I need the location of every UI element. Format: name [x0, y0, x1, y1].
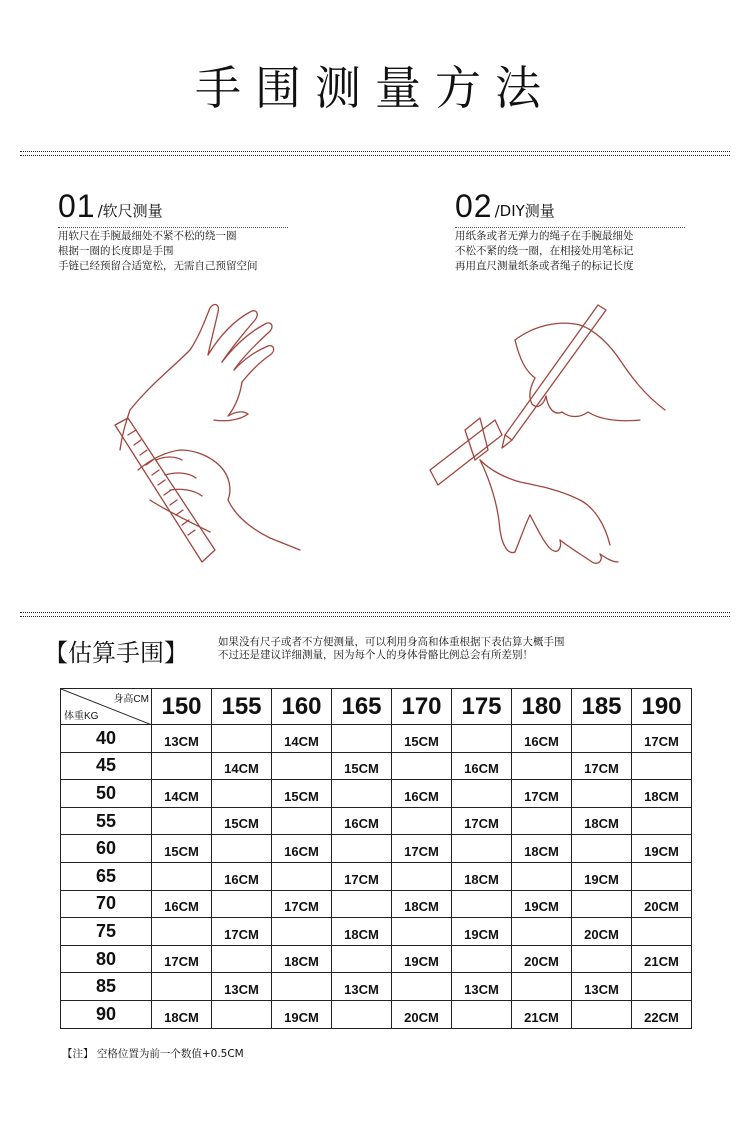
weight-cell: 80: [61, 945, 152, 973]
method-2-line: 用纸条或者无弹力的绳子在手腕最细处: [455, 230, 634, 242]
weight-cell: 50: [61, 780, 152, 808]
size-cell: 21CM: [632, 945, 692, 973]
table-corner-cell: [61, 689, 152, 725]
underline: [58, 227, 288, 228]
size-cell: [212, 890, 272, 918]
size-cell: 19CM: [572, 862, 632, 890]
size-cell: 21CM: [512, 1000, 572, 1028]
size-cell: 20CM: [572, 918, 632, 946]
method-2-line: 不松不紧的绕一圈，在相接处用笔标记: [455, 245, 634, 257]
size-cell: [512, 918, 572, 946]
size-cell: 16CM: [452, 752, 512, 780]
size-cell: [452, 780, 512, 808]
divider: [20, 612, 730, 617]
size-cell: [452, 890, 512, 918]
size-cell: 22CM: [632, 1000, 692, 1028]
weight-cell: 75: [61, 918, 152, 946]
size-cell: 13CM: [452, 973, 512, 1001]
size-cell: [212, 945, 272, 973]
method-1-line: 用软尺在手腕最细处不紧不松的绕一圈: [58, 230, 237, 242]
weight-cell: 60: [61, 835, 152, 863]
size-cell: 18CM: [152, 1000, 212, 1028]
size-cell: 14CM: [272, 725, 332, 753]
size-cell: [272, 918, 332, 946]
tape-measure-illustration: [110, 300, 310, 580]
weight-cell: 70: [61, 890, 152, 918]
size-cell: [632, 807, 692, 835]
size-cell: [152, 973, 212, 1001]
table-row: [61, 918, 692, 946]
method-1-number: 01: [58, 188, 96, 224]
size-cell: [572, 725, 632, 753]
height-header-cell: 180: [512, 689, 572, 725]
height-header-cell: 160: [272, 689, 332, 725]
size-cell: [452, 1000, 512, 1028]
method-1-label: /软尺测量: [97, 202, 163, 220]
size-cell: 17CM: [572, 752, 632, 780]
size-cell: 15CM: [152, 835, 212, 863]
size-cell: 18CM: [332, 918, 392, 946]
size-cell: [392, 918, 452, 946]
size-cell: 18CM: [392, 890, 452, 918]
size-cell: [512, 807, 572, 835]
estimate-note-line: 如果没有尺子或者不方便测量，可以利用身高和体重根据下表估算大概手围: [218, 636, 565, 648]
size-cell: [332, 835, 392, 863]
size-cell: [632, 918, 692, 946]
method-2-label: /DIY测量: [494, 202, 555, 220]
size-cell: 13CM: [212, 973, 272, 1001]
size-cell: 17CM: [452, 807, 512, 835]
size-cell: [632, 973, 692, 1001]
size-cell: [392, 807, 452, 835]
size-cell: [212, 780, 272, 808]
size-cell: 16CM: [152, 890, 212, 918]
size-cell: [392, 973, 452, 1001]
size-cell: [572, 835, 632, 863]
size-cell: [332, 945, 392, 973]
height-axis-label: 身高CM: [113, 694, 149, 705]
size-cell: 15CM: [272, 780, 332, 808]
size-cell: [512, 752, 572, 780]
size-cell: 19CM: [392, 945, 452, 973]
weight-cell: 40: [61, 725, 152, 753]
size-cell: 15CM: [212, 807, 272, 835]
size-cell: [512, 862, 572, 890]
size-cell: [572, 890, 632, 918]
table-row: [61, 890, 692, 918]
weight-cell: 65: [61, 862, 152, 890]
size-cell: 16CM: [392, 780, 452, 808]
size-cell: 19CM: [632, 835, 692, 863]
size-cell: 17CM: [632, 725, 692, 753]
table-row: [61, 807, 692, 835]
size-cell: [152, 918, 212, 946]
size-cell: 19CM: [512, 890, 572, 918]
size-cell: [272, 807, 332, 835]
page-title: 手围测量方法: [195, 61, 555, 115]
size-cell: 18CM: [512, 835, 572, 863]
size-cell: [632, 862, 692, 890]
size-cell: [152, 807, 212, 835]
size-cell: 14CM: [212, 752, 272, 780]
size-cell: 20CM: [512, 945, 572, 973]
size-cell: 17CM: [272, 890, 332, 918]
size-cell: [332, 1000, 392, 1028]
size-cell: 15CM: [392, 725, 452, 753]
size-cell: 15CM: [332, 752, 392, 780]
size-cell: 17CM: [212, 918, 272, 946]
weight-axis-label: 体重KG: [64, 711, 99, 722]
weight-cell: 85: [61, 973, 152, 1001]
height-header-cell: 155: [212, 689, 272, 725]
height-header-cell: 185: [572, 689, 632, 725]
size-cell: [512, 973, 572, 1001]
size-cell: [332, 890, 392, 918]
method-1-line: 根据一圈的长度即是手围: [58, 245, 174, 257]
size-cell: 20CM: [632, 890, 692, 918]
underline: [455, 227, 685, 228]
size-cell: 17CM: [392, 835, 452, 863]
size-cell: 16CM: [332, 807, 392, 835]
size-cell: 13CM: [152, 725, 212, 753]
size-cell: [452, 945, 512, 973]
table-row: [61, 945, 692, 973]
estimate-note-line: 不过还是建议详细测量，因为每个人的身体骨骼比例总会有所差别！: [218, 649, 533, 661]
size-cell: 18CM: [272, 945, 332, 973]
size-cell: [452, 725, 512, 753]
size-cell: [272, 752, 332, 780]
method-2: [455, 188, 685, 273]
size-cell: [212, 1000, 272, 1028]
method-2-number: 02: [455, 188, 493, 224]
size-cell: 16CM: [272, 835, 332, 863]
size-cell: [212, 835, 272, 863]
method-1-line: 手链已经预留合适宽松，无需自己预留空间: [58, 260, 258, 272]
size-cell: [332, 725, 392, 753]
estimate-title: 【估算手围】: [44, 639, 188, 667]
height-header-cell: 170: [392, 689, 452, 725]
size-cell: 19CM: [452, 918, 512, 946]
size-cell: 18CM: [632, 780, 692, 808]
height-header-cell: 175: [452, 689, 512, 725]
footnote: 【注】 空格位置为前一个数值+0.5CM: [62, 1048, 244, 1060]
paper-strip-illustration: [420, 300, 670, 575]
size-cell: 16CM: [512, 725, 572, 753]
table-row: [61, 862, 692, 890]
size-cell: 19CM: [272, 1000, 332, 1028]
size-cell: [452, 835, 512, 863]
table-header-row: [61, 689, 692, 725]
size-cell: [392, 862, 452, 890]
table-row: [61, 835, 692, 863]
size-cell: 18CM: [572, 807, 632, 835]
size-cell: [632, 752, 692, 780]
weight-cell: 90: [61, 1000, 152, 1028]
size-cell: 17CM: [512, 780, 572, 808]
size-cell: [272, 862, 332, 890]
method-1: [58, 188, 288, 273]
size-cell: 17CM: [332, 862, 392, 890]
size-cell: 16CM: [212, 862, 272, 890]
table-row: [61, 1000, 692, 1028]
weight-cell: 45: [61, 752, 152, 780]
size-cell: [272, 973, 332, 1001]
size-cell: 17CM: [152, 945, 212, 973]
size-cell: [152, 752, 212, 780]
table-row: [61, 725, 692, 753]
size-cell: [572, 780, 632, 808]
height-header-cell: 190: [632, 689, 692, 725]
height-header-cell: 150: [152, 689, 212, 725]
table-row: [61, 973, 692, 1001]
table-row: [61, 780, 692, 808]
method-2-line: 再用直尺测量纸条或者绳子的标记长度: [455, 260, 634, 272]
size-cell: 13CM: [572, 973, 632, 1001]
size-cell: [152, 862, 212, 890]
divider: [20, 151, 730, 156]
size-cell: [332, 780, 392, 808]
table-row: [61, 752, 692, 780]
size-cell: [572, 1000, 632, 1028]
size-cell: [212, 725, 272, 753]
size-cell: 18CM: [452, 862, 512, 890]
size-cell: [392, 752, 452, 780]
wrist-size-table: [60, 688, 692, 1029]
height-header-cell: 165: [332, 689, 392, 725]
size-cell: 20CM: [392, 1000, 452, 1028]
size-cell: 14CM: [152, 780, 212, 808]
size-cell: 13CM: [332, 973, 392, 1001]
weight-cell: 55: [61, 807, 152, 835]
estimate-note: [218, 636, 565, 662]
size-cell: [572, 945, 632, 973]
